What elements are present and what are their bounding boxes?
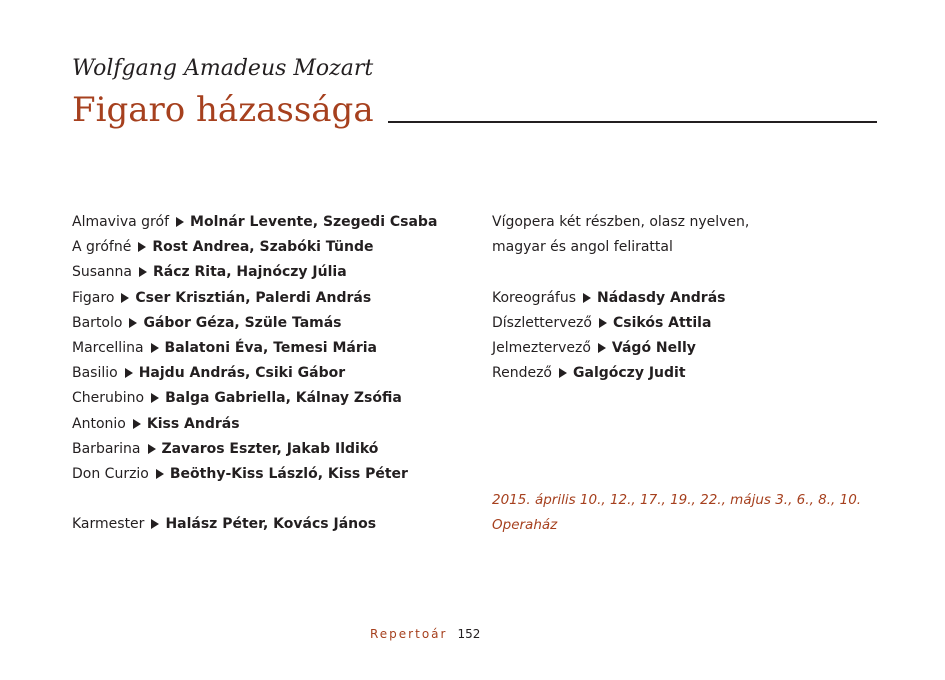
creative-name: Galgóczy Judit bbox=[573, 365, 686, 382]
cast-role: A grófné bbox=[72, 239, 132, 256]
cast-performers: Hajdu András, Csiki Gábor bbox=[138, 365, 346, 382]
performance-venue: Operaház bbox=[492, 517, 558, 534]
cast-row bbox=[72, 412, 452, 437]
cast-row bbox=[72, 210, 452, 235]
creative-role: Koreográfus bbox=[492, 289, 576, 306]
performance-dates: 2015. április 10., 12., 17., 19., 22., május 3., 6., 8., 10. bbox=[492, 492, 862, 508]
conductor-role: Karmester bbox=[72, 516, 145, 533]
cast-row bbox=[72, 386, 452, 411]
performance-info bbox=[492, 488, 861, 538]
title-row bbox=[72, 92, 877, 129]
spacer bbox=[492, 260, 892, 285]
triangle-arrow-icon bbox=[121, 293, 129, 303]
cast-role: Almaviva gróf bbox=[72, 214, 170, 230]
cast-role: Basilio bbox=[72, 365, 118, 382]
cast-role: Barbarina bbox=[72, 440, 141, 457]
triangle-arrow-icon bbox=[148, 444, 156, 454]
cast-performers: Cser Krisztián, Palerdi András bbox=[135, 289, 372, 306]
cast-row bbox=[72, 336, 452, 361]
cast-row bbox=[72, 462, 452, 487]
composer-name: Wolfgang Amadeus Mozart bbox=[72, 56, 374, 81]
cast-row bbox=[72, 235, 452, 260]
triangle-arrow-icon bbox=[151, 343, 159, 353]
triangle-arrow-icon bbox=[599, 318, 607, 328]
footer-section-name: Repertoár bbox=[370, 627, 448, 641]
cast-performers: Balatoni Éva, Temesi Mária bbox=[164, 339, 377, 356]
cast-role: Figaro bbox=[72, 289, 115, 306]
creative-row bbox=[492, 336, 892, 361]
creative-role: Jelmeztervező bbox=[492, 339, 591, 356]
cast-performers: Kiss András bbox=[146, 415, 240, 432]
triangle-arrow-icon bbox=[129, 318, 137, 328]
cast-role: Antonio bbox=[72, 415, 126, 432]
page-number: 152 bbox=[457, 627, 481, 641]
creative-role: Rendező bbox=[492, 365, 552, 382]
creative-row bbox=[492, 286, 892, 311]
cast-role: Marcellina bbox=[72, 339, 144, 356]
cast-performers: Beöthy-Kiss László, Kiss Péter bbox=[169, 465, 408, 482]
cast-role: Susanna bbox=[72, 264, 132, 281]
cast-row bbox=[72, 361, 452, 386]
cast-role: Cherubino bbox=[72, 390, 145, 407]
creative-row bbox=[492, 311, 892, 336]
cast-row bbox=[72, 260, 452, 285]
triangle-arrow-icon bbox=[559, 368, 567, 378]
triangle-arrow-icon bbox=[156, 469, 164, 479]
page-footer bbox=[370, 627, 480, 641]
conductor-names: Halász Péter, Kovács János bbox=[165, 516, 377, 533]
triangle-arrow-icon bbox=[125, 368, 133, 378]
triangle-arrow-icon bbox=[139, 267, 147, 277]
cast-role: Don Curzio bbox=[72, 465, 149, 482]
cast-row bbox=[72, 311, 452, 336]
cast-performers: Molnár Levente, Szegedi Csaba bbox=[190, 214, 438, 230]
triangle-arrow-icon bbox=[583, 293, 591, 303]
creative-role: Díszlettervező bbox=[492, 314, 592, 331]
cast-performers: Balga Gabriella, Kálnay Zsófia bbox=[165, 390, 402, 407]
cast-role: Bartolo bbox=[72, 314, 123, 331]
spacer bbox=[72, 487, 452, 512]
conductor-row bbox=[72, 512, 452, 537]
cast-performers: Zavaros Eszter, Jakab Ildikó bbox=[161, 440, 379, 457]
description-line: magyar és angol felirattal bbox=[492, 239, 673, 256]
triangle-arrow-icon bbox=[151, 393, 159, 403]
description-line: Vígopera két részben, olasz nyelven, bbox=[492, 214, 750, 230]
cast-row bbox=[72, 437, 452, 462]
production-info bbox=[492, 210, 892, 386]
cast-performers: Rácz Rita, Hajnóczy Júlia bbox=[152, 264, 347, 281]
creative-row bbox=[492, 361, 892, 386]
cast-list bbox=[72, 210, 452, 537]
triangle-arrow-icon bbox=[133, 419, 141, 429]
creative-name: Csikós Attila bbox=[612, 314, 712, 331]
title-underline-rule bbox=[388, 121, 877, 123]
cast-performers: Rost Andrea, Szabóki Tünde bbox=[152, 239, 374, 256]
cast-performers: Gábor Géza, Szüle Tamás bbox=[143, 314, 342, 331]
triangle-arrow-icon bbox=[138, 242, 146, 252]
page-title: Figaro házassága bbox=[72, 90, 374, 130]
triangle-arrow-icon bbox=[598, 343, 606, 353]
triangle-arrow-icon bbox=[151, 519, 159, 529]
triangle-arrow-icon bbox=[176, 217, 184, 227]
creative-name: Nádasdy András bbox=[597, 289, 726, 306]
creative-name: Vágó Nelly bbox=[611, 339, 696, 356]
cast-row bbox=[72, 286, 452, 311]
